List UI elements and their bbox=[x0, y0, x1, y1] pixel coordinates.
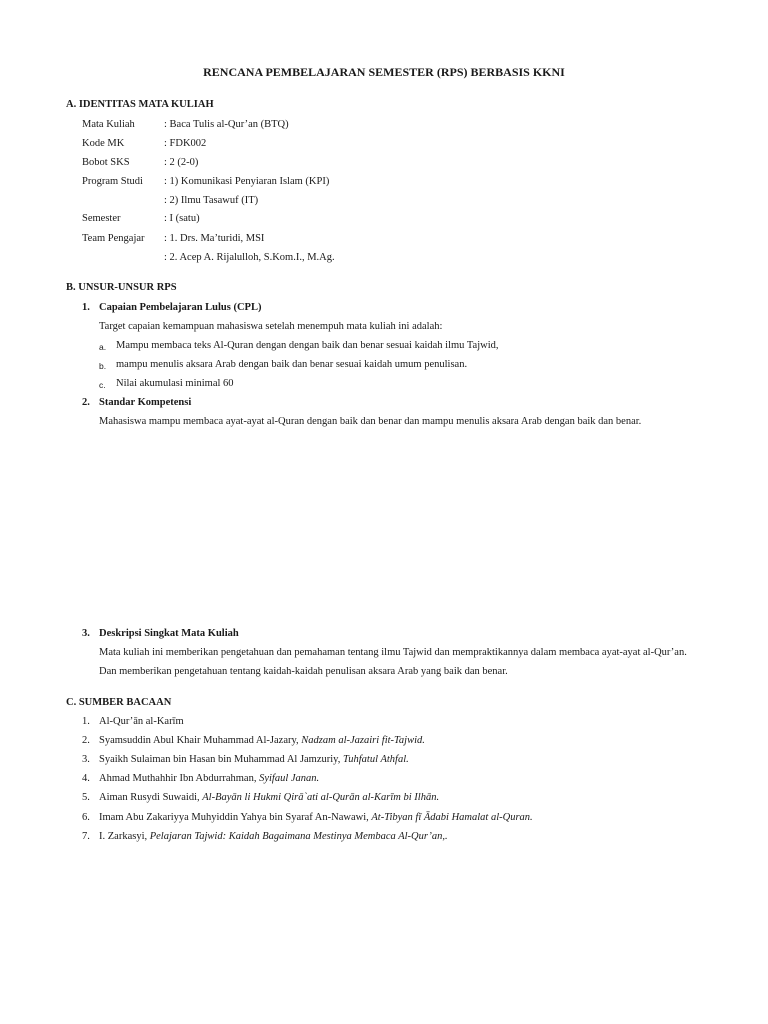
reference-author: Al-Qur’ān al-Karīm bbox=[99, 716, 184, 727]
reference-title: Syifaul Janan. bbox=[259, 773, 320, 784]
identity-value: : 2. Acep A. Rijalulloh, S.Kom.I., M.Ag. bbox=[164, 252, 335, 263]
identity-label: Bobot SKS bbox=[82, 157, 130, 168]
page-title: RENCANA PEMBELAJARAN SEMESTER (RPS) BERBASIS KKNI bbox=[203, 65, 565, 79]
kompetensi-heading: Standar Kompetensi bbox=[99, 397, 192, 408]
reference-item bbox=[82, 812, 533, 823]
identity-value: : 2 (2-0) bbox=[164, 157, 199, 168]
reference-item bbox=[82, 773, 319, 784]
identity-value: : FDK002 bbox=[164, 138, 207, 149]
reference-item bbox=[82, 716, 184, 727]
cpl-item: Nilai akumulasi minimal 60 bbox=[116, 378, 234, 389]
reference-author: Syaikh Sulaiman bin Hasan bin Muhammad Al Jamzuriy, bbox=[99, 754, 343, 765]
identity-value: : 1) Komunikasi Penyiaran Islam (KPI) bbox=[164, 176, 330, 187]
identity-value: : 1. Drs. Ma’turidi, MSI bbox=[164, 233, 265, 244]
reference-number: 1. bbox=[82, 716, 90, 727]
identity-label: Mata Kuliah bbox=[82, 119, 135, 130]
reference-title: At-Tibyan fī Ādabi Hamalat al-Quran. bbox=[371, 812, 533, 823]
reference-number: 6. bbox=[82, 812, 90, 823]
reference-number: 7. bbox=[82, 831, 90, 842]
section-c-heading: C. SUMBER BACAAN bbox=[66, 697, 172, 708]
reference-title: Nadzam al-Jazairi fit-Tajwid. bbox=[301, 735, 425, 746]
identity-label: Program Studi bbox=[82, 176, 143, 187]
reference-author: Ahmad Muthahhir Ibn Abdurrahman, bbox=[99, 773, 260, 784]
cpl-heading: Capaian Pembelajaran Lulus (CPL) bbox=[99, 302, 262, 313]
reference-title: Pelajaran Tajwid: Kaidah Bagaimana Mestinya Membaca Al-Qur’an,. bbox=[149, 831, 448, 842]
reference-number: 2. bbox=[82, 735, 90, 746]
section-a-heading: A. IDENTITAS MATA KULIAH bbox=[66, 99, 214, 110]
reference-author: I. Zarkasyi, bbox=[99, 831, 150, 842]
reference-item bbox=[82, 754, 409, 765]
kompetensi-text: Mahasiswa mampu membaca ayat-ayat al-Quran dengan baik dan benar dan mampu menulis aksara Arab dengan baik dan benar. bbox=[99, 416, 642, 427]
deskripsi-number: 3. bbox=[82, 628, 90, 639]
reference-author: Imam Abu Zakariyya Muhyiddin Yahya bin Syaraf An-Nawawi, bbox=[99, 812, 372, 823]
cpl-intro: Target capaian kemampuan mahasiswa setelah menempuh mata kuliah ini adalah: bbox=[99, 321, 443, 332]
cpl-number: 1. bbox=[82, 302, 90, 313]
deskripsi-text: Dan memberikan pengetahuan tentang kaidah-kaidah penulisan aksara Arab yang baik dan benar. bbox=[99, 666, 508, 677]
identity-label: Kode MK bbox=[82, 138, 125, 149]
cpl-item-marker: a. bbox=[99, 342, 107, 352]
identity-label: Semester bbox=[82, 213, 121, 224]
identity-value: : 2) Ilmu Tasawuf (IT) bbox=[164, 195, 259, 206]
reference-title: Tuhfatul Athfal. bbox=[343, 754, 409, 765]
reference-number: 3. bbox=[82, 754, 90, 765]
identity-value: : I (satu) bbox=[164, 213, 200, 224]
cpl-item-marker: c. bbox=[99, 380, 106, 390]
kompetensi-number: 2. bbox=[82, 397, 90, 408]
cpl-item-marker: b. bbox=[99, 361, 107, 371]
reference-number: 4. bbox=[82, 773, 90, 784]
reference-author: Aiman Rusydi Suwaidi, bbox=[99, 792, 203, 803]
reference-number: 5. bbox=[82, 792, 90, 803]
deskripsi-heading: Deskripsi Singkat Mata Kuliah bbox=[99, 628, 239, 639]
reference-title: Al-Bayān li Hukmi Qirā`ati al-Qurān al-Karīm bi Ilhān. bbox=[202, 792, 440, 803]
reference-item bbox=[82, 792, 439, 803]
reference-item bbox=[82, 831, 448, 842]
reference-author: Syamsuddin Abul Khair Muhammad Al-Jazary, bbox=[99, 735, 302, 746]
cpl-item: Mampu membaca teks Al-Quran dengan dengan baik dan benar sesuai kaidah ilmu Tajwid, bbox=[116, 340, 499, 351]
deskripsi-text: Mata kuliah ini memberikan pengetahuan dan pemahaman tentang ilmu Tajwid dan mempraktikannya dalam membaca ayat-ayat al-Qur’an. bbox=[99, 647, 687, 658]
identity-label: Team Pengajar bbox=[82, 233, 145, 244]
identity-value: : Baca Tulis al-Qur’an (BTQ) bbox=[164, 119, 289, 130]
cpl-item: mampu menulis aksara Arab dengan baik dan benar sesuai kaidah umum penulisan. bbox=[116, 359, 468, 370]
reference-item bbox=[82, 735, 425, 746]
section-b-heading: B. UNSUR-UNSUR RPS bbox=[66, 282, 177, 293]
